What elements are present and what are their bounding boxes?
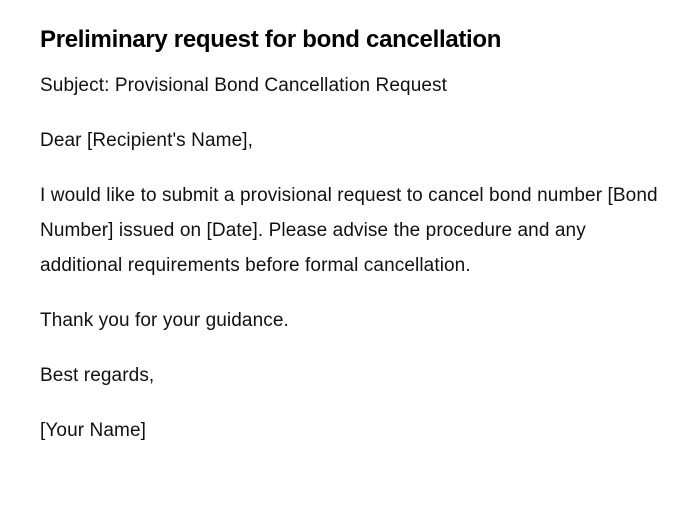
closing-line: Best regards, — [40, 365, 155, 386]
body-paragraph: I would like to submit a provisional request to cancel bond number [Bond Number] issued on [Date]. Please advise the procedure and any additional requirements before formal cancellation. — [40, 185, 658, 276]
letter-page — [40, 24, 660, 468]
signature-placeholder: [Your Name] — [40, 420, 147, 441]
salutation: Dear [Recipient's Name], — [40, 130, 253, 151]
document-title: Preliminary request for bond cancellation — [40, 26, 502, 53]
thanks-line: Thank you for your guidance. — [40, 310, 289, 331]
subject-line: Subject: Provisional Bond Cancellation Request — [40, 75, 448, 96]
